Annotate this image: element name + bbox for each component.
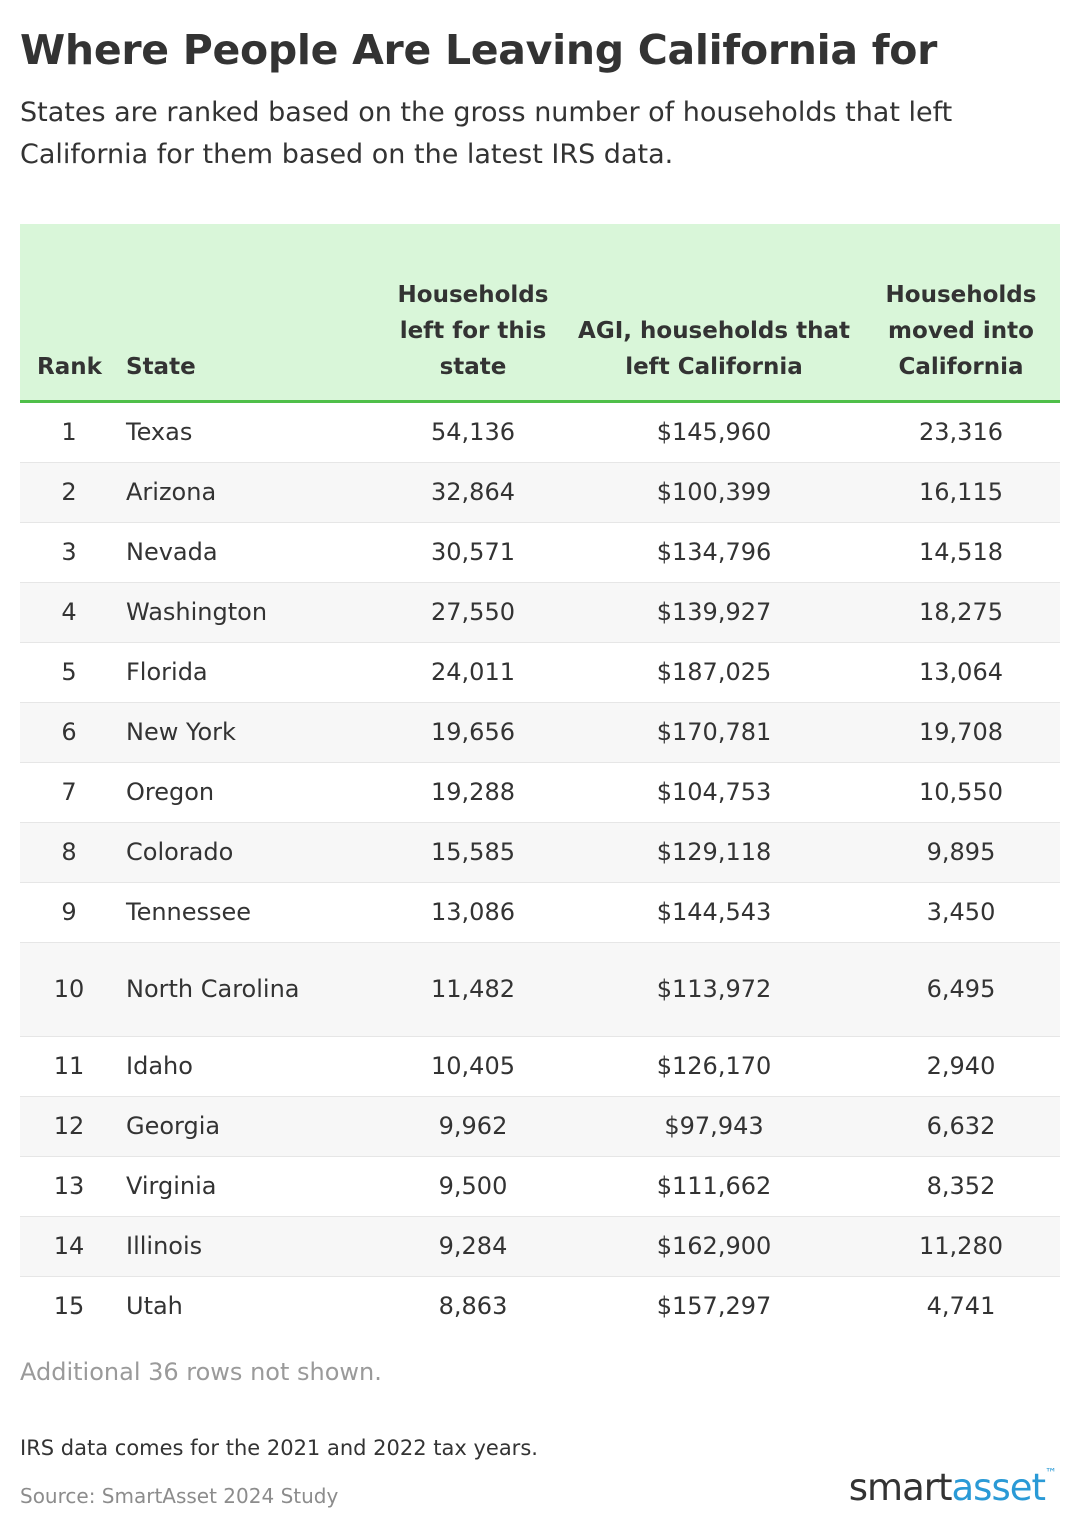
table-row xyxy=(20,582,1060,642)
data-table-container xyxy=(20,224,1060,1336)
cell-rank: 12 xyxy=(20,1096,118,1156)
cell-agi: $111,662 xyxy=(566,1156,862,1216)
logo-text-asset: asset xyxy=(951,1466,1045,1509)
cell-households-left: 8,863 xyxy=(438,1292,508,1320)
cell-households-moved-in: 13,064 xyxy=(862,642,1060,702)
cell-state: Oregon xyxy=(118,762,380,822)
cell-state: Tennessee xyxy=(118,882,380,942)
table-row xyxy=(20,762,1060,822)
cell-rank: 3 xyxy=(20,522,118,582)
cell-state: North Carolina xyxy=(118,942,380,1036)
cell-households-moved-in: 6,495 xyxy=(862,942,1060,1036)
data-table xyxy=(20,224,1060,1336)
cell-agi: $157,297 xyxy=(656,1292,772,1320)
table-row xyxy=(20,822,1060,882)
footnote: IRS data comes for the 2021 and 2022 tax years. xyxy=(20,1436,538,1460)
table-row xyxy=(20,522,1060,582)
cell-agi: $162,900 xyxy=(566,1216,862,1276)
page-title: Where People Are Leaving California for xyxy=(20,26,938,74)
logo-trademark: ™ xyxy=(1045,1466,1056,1480)
cell-agi: $145,960 xyxy=(566,401,862,462)
cell-households-left: 54,136 xyxy=(380,401,566,462)
cell-rank: 8 xyxy=(20,822,118,882)
cell-agi: $170,781 xyxy=(566,702,862,762)
cell-state: Colorado xyxy=(118,822,380,882)
header-households-left[interactable]: Households left for this state xyxy=(380,224,566,401)
cell-households-left: 24,011 xyxy=(380,642,566,702)
cell-households-left: 9,500 xyxy=(380,1156,566,1216)
cell-households-moved-in: 10,550 xyxy=(862,762,1060,822)
cell-households-left: 19,288 xyxy=(380,762,566,822)
cell-rank: 11 xyxy=(20,1036,118,1096)
cell-households-left: 15,585 xyxy=(380,822,566,882)
cell-agi: $113,972 xyxy=(566,942,862,1036)
cell-rank: 4 xyxy=(20,582,118,642)
cell-households-moved-in: 19,708 xyxy=(862,702,1060,762)
cell-state: Virginia xyxy=(118,1156,380,1216)
cell-rank: 2 xyxy=(20,462,118,522)
cell-state: Arizona xyxy=(118,462,380,522)
cell-state: New York xyxy=(118,702,380,762)
cell-rank: 7 xyxy=(20,762,118,822)
cell-households-moved-in: 18,275 xyxy=(862,582,1060,642)
cell-state: Illinois xyxy=(118,1216,380,1276)
cell-households-moved-in: 11,280 xyxy=(862,1216,1060,1276)
cell-households-left: 10,405 xyxy=(380,1036,566,1096)
table-header-row xyxy=(20,224,1060,401)
cell-state: Florida xyxy=(118,642,380,702)
table-row xyxy=(20,1096,1060,1156)
cell-households-moved-in: 2,940 xyxy=(862,1036,1060,1096)
cell-rank: 15 xyxy=(53,1292,85,1320)
table-row xyxy=(20,642,1060,702)
rows-not-shown-note: Additional 36 rows not shown. xyxy=(20,1358,382,1386)
page-subtitle: States are ranked based on the gross number of households that left California for them based on the latest IRS data. xyxy=(20,97,953,170)
smartasset-logo xyxy=(849,1466,1056,1509)
table-row xyxy=(20,401,1060,462)
logo-text-smart: smart xyxy=(848,1466,952,1509)
cell-agi: $134,796 xyxy=(566,522,862,582)
table-row xyxy=(20,1156,1060,1216)
cell-households-moved-in: 3,450 xyxy=(862,882,1060,942)
cell-state: Washington xyxy=(118,582,380,642)
table-body xyxy=(20,401,1060,1336)
cell-households-moved-in: 8,352 xyxy=(862,1156,1060,1216)
cell-rank: 10 xyxy=(20,942,118,1036)
cell-households-left: 19,656 xyxy=(380,702,566,762)
cell-households-moved-in: 16,115 xyxy=(862,462,1060,522)
cell-households-left: 13,086 xyxy=(380,882,566,942)
cell-rank: 14 xyxy=(20,1216,118,1276)
cell-agi: $139,927 xyxy=(566,582,862,642)
cell-agi: $126,170 xyxy=(566,1036,862,1096)
table-row xyxy=(20,1216,1060,1276)
cell-rank: 5 xyxy=(20,642,118,702)
cell-agi: $144,543 xyxy=(566,882,862,942)
cell-agi: $97,943 xyxy=(566,1096,862,1156)
cell-households-moved-in: 14,518 xyxy=(862,522,1060,582)
cell-state: Idaho xyxy=(118,1036,380,1096)
header-state[interactable]: State xyxy=(118,224,380,401)
cell-state: Utah xyxy=(126,1292,183,1320)
cell-state: Georgia xyxy=(118,1096,380,1156)
cell-agi: $100,399 xyxy=(566,462,862,522)
cell-state: Texas xyxy=(118,401,380,462)
source-note: Source: SmartAsset 2024 Study xyxy=(20,1484,339,1508)
cell-households-moved-in: 23,316 xyxy=(862,401,1060,462)
cell-state: Nevada xyxy=(118,522,380,582)
cell-households-moved-in: 4,741 xyxy=(926,1292,996,1320)
cell-rank: 1 xyxy=(20,401,118,462)
cell-households-left: 9,284 xyxy=(380,1216,566,1276)
cell-households-left: 30,571 xyxy=(380,522,566,582)
table-row xyxy=(20,1036,1060,1096)
table-row xyxy=(20,1276,1060,1336)
cell-households-left: 32,864 xyxy=(380,462,566,522)
cell-households-left: 11,482 xyxy=(380,942,566,1036)
header-households-moved-in[interactable]: Households moved into California xyxy=(862,224,1060,401)
cell-households-moved-in: 9,895 xyxy=(862,822,1060,882)
cell-agi: $104,753 xyxy=(566,762,862,822)
table-row xyxy=(20,702,1060,762)
cell-households-left: 9,962 xyxy=(380,1096,566,1156)
cell-rank: 9 xyxy=(20,882,118,942)
cell-households-left: 27,550 xyxy=(380,582,566,642)
table-row xyxy=(20,942,1060,1036)
cell-rank: 13 xyxy=(20,1156,118,1216)
header-agi[interactable]: AGI, households that left California xyxy=(566,224,862,401)
cell-agi: $129,118 xyxy=(566,822,862,882)
cell-agi: $187,025 xyxy=(566,642,862,702)
cell-rank: 6 xyxy=(20,702,118,762)
cell-households-moved-in: 6,632 xyxy=(862,1096,1060,1156)
table-row xyxy=(20,462,1060,522)
header-rank[interactable]: Rank xyxy=(20,224,118,401)
table-row xyxy=(20,882,1060,942)
